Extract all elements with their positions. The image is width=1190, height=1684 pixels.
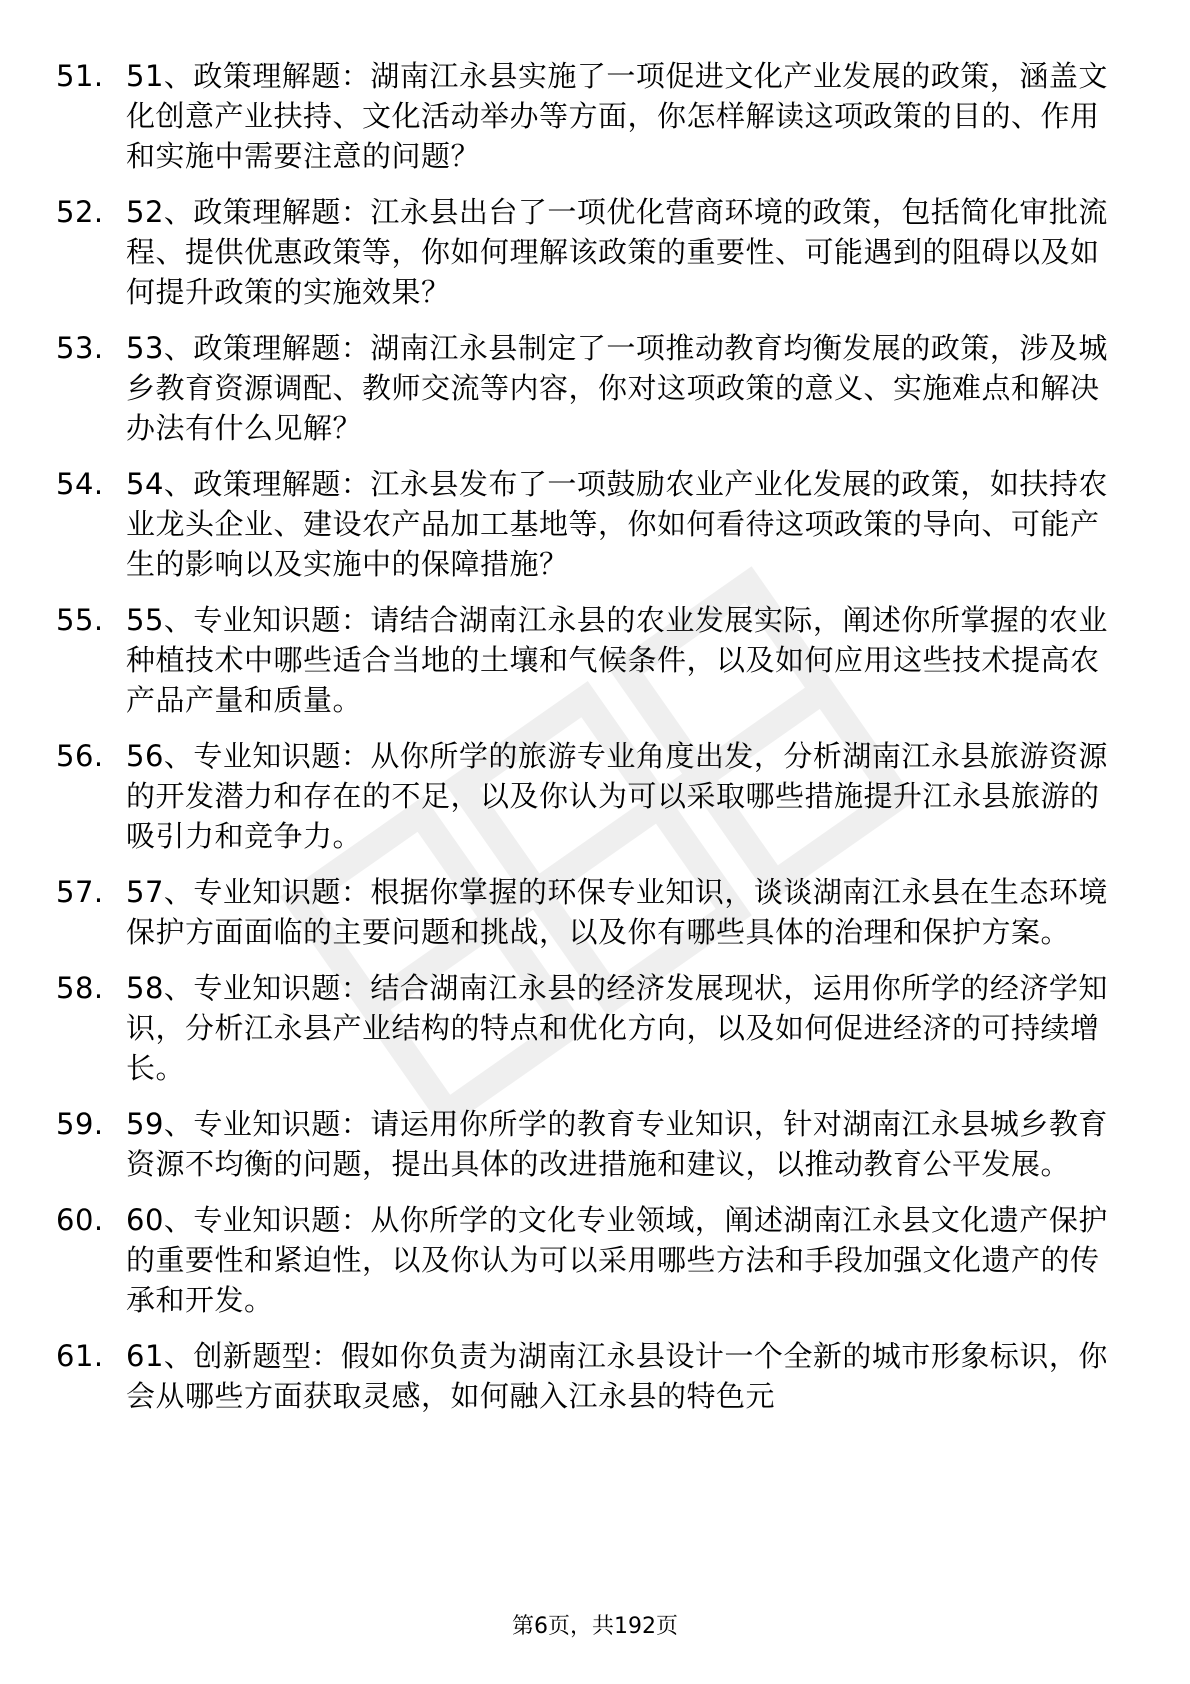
question-text: 51、政策理解题：湖南江永县实施了一项促进文化产业发展的政策，涵盖文化创意产业扶持、文化活动举办等方面，你怎样解读这项政策的目的、作用和实施中需要注意的问题？	[126, 59, 1108, 173]
question-number: 54.	[56, 467, 104, 501]
question-number: 55.	[56, 603, 104, 637]
list-item	[56, 1336, 1136, 1416]
list-item	[56, 1200, 1136, 1320]
list-item	[56, 56, 1136, 176]
question-number: 56.	[56, 739, 104, 773]
list-item	[56, 872, 1136, 952]
question-text: 56、专业知识题：从你所学的旅游专业角度出发，分析湖南江永县旅游资源的开发潜力和存在的不足，以及你认为可以采取哪些措施提升江永县旅游的吸引力和竞争力。	[126, 739, 1108, 853]
list-item	[56, 1104, 1136, 1184]
question-number: 59.	[56, 1107, 104, 1141]
question-number: 52.	[56, 195, 104, 229]
question-text: 59、专业知识题：请运用你所学的教育专业知识，针对湖南江永县城乡教育资源不均衡的问题，提出具体的改进措施和建议，以推动教育公平发展。	[126, 1107, 1108, 1181]
question-text: 57、专业知识题：根据你掌握的环保专业知识，谈谈湖南江永县在生态环境保护方面面临的主要问题和挑战，以及你有哪些具体的治理和保护方案。	[126, 875, 1108, 949]
page-footer: 第6页，共192页	[512, 1614, 678, 1639]
list-item	[56, 600, 1136, 720]
question-text: 52、政策理解题：江永县出台了一项优化营商环境的政策，包括简化审批流程、提供优惠政策等，你如何理解该政策的重要性、可能遇到的阻碍以及如何提升政策的实施效果？	[126, 195, 1108, 309]
question-number: 57.	[56, 875, 104, 909]
list-item	[56, 968, 1136, 1088]
question-text: 60、专业知识题：从你所学的文化专业领域，阐述湖南江永县文化遗产保护的重要性和紧迫性，以及你认为可以采用哪些方法和手段加强文化遗产的传承和开发。	[126, 1203, 1108, 1317]
question-text: 54、政策理解题：江永县发布了一项鼓励农业产业化发展的政策，如扶持农业龙头企业、建设农产品加工基地等，你如何看待这项政策的导向、可能产生的影响以及实施中的保障措施？	[126, 467, 1108, 581]
question-text: 53、政策理解题：湖南江永县制定了一项推动教育均衡发展的政策，涉及城乡教育资源调配、教师交流等内容，你对这项政策的意义、实施难点和解决办法有什么见解？	[126, 331, 1108, 445]
question-number: 61.	[56, 1339, 104, 1373]
list-item	[56, 464, 1136, 584]
question-number: 58.	[56, 971, 104, 1005]
question-number: 53.	[56, 331, 104, 365]
question-text: 58、专业知识题：结合湖南江永县的经济发展现状，运用你所学的经济学知识，分析江永县产业结构的特点和优化方向，以及如何促进经济的可持续增长。	[126, 971, 1108, 1085]
question-number: 51.	[56, 59, 104, 93]
list-item	[56, 192, 1136, 312]
question-text: 61、创新题型：假如你负责为湖南江永县设计一个全新的城市形象标识，你会从哪些方面获取灵感，如何融入江永县的特色元	[126, 1339, 1108, 1413]
question-text: 55、专业知识题：请结合湖南江永县的农业发展实际，阐述你所掌握的农业种植技术中哪些适合当地的土壤和气候条件，以及如何应用这些技术提高农产品产量和质量。	[126, 603, 1108, 717]
question-list	[56, 56, 1136, 1432]
list-item	[56, 328, 1136, 448]
list-item	[56, 736, 1136, 856]
question-number: 60.	[56, 1203, 104, 1237]
